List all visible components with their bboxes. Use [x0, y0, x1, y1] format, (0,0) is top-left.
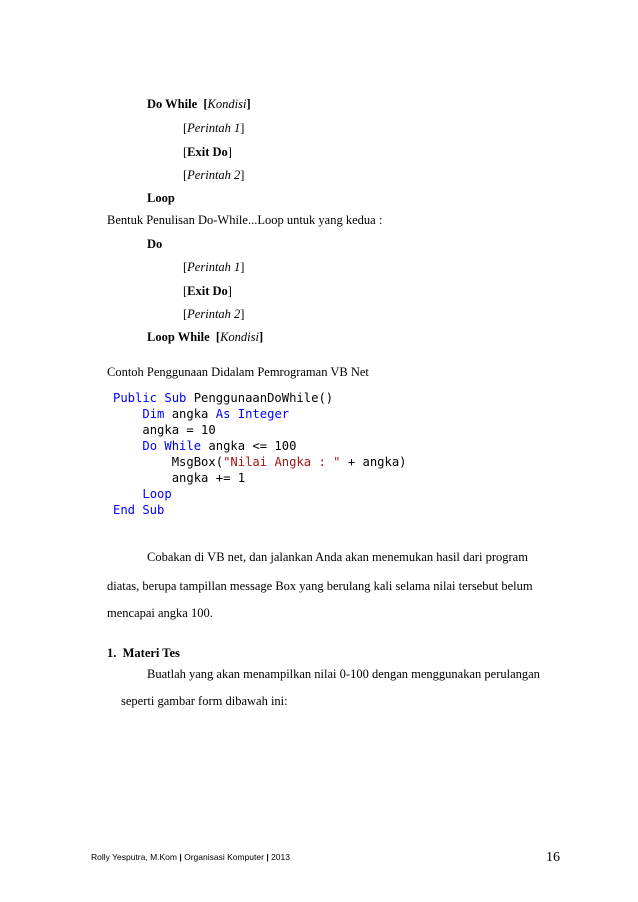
paragraph-line-2: diatas, berupa tampillan message Box yang berulang kali selama nilai tersebut belum	[107, 579, 533, 593]
syntax1-perintah1-line: [Perintah 1]	[183, 121, 245, 135]
syntax2-exit-do-line: [Exit Do]	[183, 284, 232, 298]
perintah2-placeholder: Perintah 2	[187, 168, 241, 182]
code-line-7: Loop	[142, 487, 172, 501]
paragraph-line-1: Cobakan di VB net, dan jalankan Anda akan menemukan hasil dari program	[147, 550, 528, 564]
footer-year: 2013	[271, 852, 290, 862]
code-line-1: Public Sub PenggunaanDoWhile()	[113, 391, 334, 405]
section-title: Materi Tes	[122, 646, 180, 660]
paragraph-line-3: mencapai angka 100.	[107, 606, 213, 620]
section-heading	[107, 645, 180, 661]
syntax2-perintah2-line: [Perintah 2]	[183, 307, 245, 321]
perintah1-placeholder: Perintah 1	[187, 260, 241, 274]
kondisi-placeholder: Kondisi	[207, 97, 247, 111]
example-heading: Contoh Penggunaan Didalam Pemrograman VB Net	[107, 365, 369, 379]
syntax2-loop-while-line: Loop While [Kondisi]	[147, 330, 264, 344]
syntax1-perintah2-line: [Perintah 2]	[183, 168, 245, 182]
footer-author: Rolly Yesputra, M.Kom	[91, 852, 177, 862]
kondisi-placeholder: Kondisi	[220, 330, 259, 344]
section-line-2: seperti gambar form dibawah ini:	[121, 694, 288, 708]
page-number: 16	[546, 850, 560, 865]
perintah2-placeholder: Perintah 2	[187, 307, 241, 321]
code-line-8: End Sub	[113, 503, 165, 517]
exit-do-keyword: Exit Do	[187, 284, 228, 298]
footer-credit: Rolly Yesputra, M.Kom | Organisasi Komputer | 2013	[91, 852, 290, 862]
section-number: 1.	[107, 646, 117, 660]
code-line-6: angka += 1	[171, 471, 246, 485]
exit-do-keyword: Exit Do	[187, 145, 228, 159]
syntax2-intro: Bentuk Penulisan Do-While...Loop untuk yang kedua :	[107, 213, 383, 227]
code-line-4: Do While angka <= 100	[142, 439, 297, 453]
syntax1-exit-do-line: [Exit Do]	[183, 145, 232, 159]
loop-while-keyword: Loop While	[147, 330, 210, 344]
section-line-1: Buatlah yang akan menampilkan nilai 0-100 dengan menggunakan perulangan	[147, 667, 540, 681]
do-while-keyword: Do While	[147, 97, 198, 111]
syntax1-loop-keyword: Loop	[147, 191, 175, 205]
code-line-5: MsgBox("Nilai Angka : " + angka)	[171, 455, 407, 469]
code-line-3: angka = 10	[142, 423, 216, 437]
code-line-2: Dim angka As Integer	[142, 407, 290, 421]
code-listing	[113, 390, 407, 518]
footer-course: Organisasi Komputer	[184, 852, 264, 862]
syntax2-do-keyword: Do	[147, 237, 163, 251]
perintah1-placeholder: Perintah 1	[187, 121, 241, 135]
syntax1-do-while-line: Do While [Kondisi]	[147, 97, 251, 111]
syntax2-perintah1-line: [Perintah 1]	[183, 260, 245, 274]
